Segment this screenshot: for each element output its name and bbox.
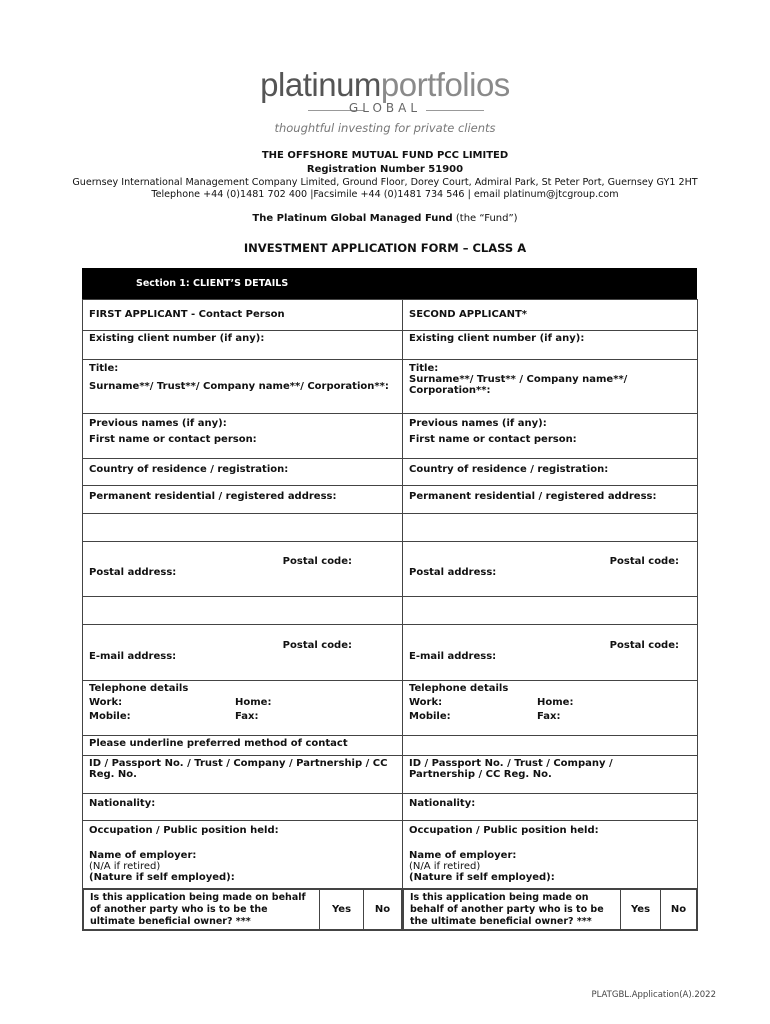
second-address-line-field[interactable] — [403, 514, 698, 542]
second-existing-client-label: Existing client number (if any): — [409, 333, 585, 344]
preferred-contact-empty-cell — [403, 736, 698, 756]
preferred-contact-label: Please underline preferred method of contact — [89, 738, 348, 749]
first-address-line-field[interactable] — [83, 514, 403, 542]
fund-suffix: (the “Fund”) — [455, 213, 518, 224]
first-applicant-heading: FIRST APPLICANT - Contact Person — [89, 309, 285, 320]
first-na-note: (N/A if retired) — [89, 861, 161, 872]
first-postal-address-label: Postal address: — [89, 567, 177, 578]
first-postal-field[interactable] — [83, 542, 403, 597]
second-names-field[interactable] — [403, 414, 698, 459]
first-title-surname-field[interactable] — [83, 360, 403, 414]
first-country-field[interactable] — [83, 459, 403, 486]
first-nature-label: (Nature if self employed): — [89, 872, 235, 883]
second-telephone-label: Telephone details — [409, 683, 509, 694]
first-postal-code-2-label: Postal code: — [282, 640, 352, 651]
second-employer-label: Name of employer: — [409, 850, 517, 861]
first-tel-row-1 — [89, 697, 396, 708]
first-tel-row-2 — [89, 711, 396, 722]
second-beneficial-owner-question-cell — [404, 890, 621, 930]
first-existing-client-field[interactable] — [83, 331, 403, 360]
second-nationality-label: Nationality: — [409, 798, 476, 809]
first-beneficial-owner-cell — [83, 889, 403, 931]
fund-name: The Platinum Global Managed Fund — [252, 213, 453, 224]
first-existing-client-label: Existing client number (if any): — [89, 333, 265, 344]
second-postal-code-label: Postal code: — [609, 556, 679, 567]
second-beneficial-owner-grid — [403, 889, 697, 930]
first-postal-line-field[interactable] — [83, 597, 403, 625]
second-surname-label: Surname**/ Trust** / Company name**/ Corporation**: — [409, 374, 628, 396]
company-name: THE OFFSHORE MUTUAL FUND PCC LIMITED — [261, 150, 509, 161]
second-previous-names-label: Previous names (if any): — [409, 418, 547, 429]
second-no-option[interactable] — [661, 890, 697, 930]
second-title-label: Title: — [409, 363, 439, 374]
first-yes-label: Yes — [331, 904, 352, 915]
first-yes-option[interactable] — [320, 890, 364, 930]
first-email-field[interactable] — [83, 625, 403, 681]
second-mobile-label: Mobile: — [409, 711, 451, 722]
second-contact-name-label: First name or contact person: — [409, 434, 577, 445]
second-occupation-label: Occupation / Public position held: — [409, 825, 599, 836]
first-fax-label: Fax: — [235, 711, 259, 722]
second-postal-field[interactable] — [403, 542, 698, 597]
first-occupation-label: Occupation / Public position held: — [89, 825, 279, 836]
first-applicant-heading-cell — [83, 300, 403, 331]
first-previous-names-label: Previous names (if any): — [89, 418, 227, 429]
second-occupation-field[interactable] — [403, 821, 698, 889]
logo-tagline: thoughtful investing for private clients — [274, 121, 496, 135]
first-beneficial-owner-question-cell — [84, 890, 320, 930]
address-line-2: Telephone +44 (0)1481 702 400 |Facsimile +44 (0)1481 734 546 | email platinum@jtcgroup.com — [151, 189, 619, 200]
first-id-field[interactable] — [83, 756, 403, 794]
second-work-label: Work: — [409, 697, 443, 708]
first-employer-label: Name of employer: — [89, 850, 197, 861]
second-applicant-heading-cell — [403, 300, 698, 331]
second-tel-row-2 — [409, 711, 691, 722]
second-fax-label: Fax: — [537, 711, 561, 722]
second-permanent-address-field[interactable] — [403, 486, 698, 514]
second-existing-client-field[interactable] — [403, 331, 698, 360]
section-title: Section 1: CLIENT’S DETAILS — [136, 278, 289, 289]
second-na-note: (N/A if retired) — [409, 861, 481, 872]
first-home-label: Home: — [235, 697, 272, 708]
logo-brand-part2: portfolios — [380, 66, 510, 103]
first-country-label: Country of residence / registration: — [89, 464, 289, 475]
logo-sub — [0, 101, 770, 119]
second-beneficial-owner-question: Is this application being made on behalf of another party who is to be the ultimate beneficial owner? *** — [410, 891, 604, 927]
first-no-option[interactable] — [364, 890, 402, 930]
registration-number: Registration Number 51900 — [306, 164, 464, 175]
second-country-label: Country of residence / registration: — [409, 464, 609, 475]
second-no-label: No — [670, 904, 687, 915]
second-applicant-heading: SECOND APPLICANT* — [409, 309, 528, 320]
fund-line — [0, 213, 770, 224]
second-email-field[interactable] — [403, 625, 698, 681]
first-names-field[interactable] — [83, 414, 403, 459]
second-email-label: E-mail address: — [409, 651, 497, 662]
first-beneficial-owner-question: Is this application being made on behalf of another party who is to be the ultimate beneficial owner? *** — [90, 891, 306, 927]
first-nationality-field[interactable] — [83, 794, 403, 821]
first-no-label: No — [374, 904, 391, 915]
first-id-label: ID / Passport No. / Trust / Company / Partnership / CC Reg. No. — [89, 758, 388, 780]
second-nationality-field[interactable] — [403, 794, 698, 821]
first-occupation-field[interactable] — [83, 821, 403, 889]
second-beneficial-owner-cell — [403, 889, 698, 931]
first-surname-label: Surname**/ Trust**/ Company name**/ Corporation**: — [89, 381, 389, 392]
first-nationality-label: Nationality: — [89, 798, 156, 809]
first-mobile-label: Mobile: — [89, 711, 131, 722]
second-tel-row-1 — [409, 697, 691, 708]
document-code: PLATGBL.Application(A).2022 — [591, 990, 716, 1000]
preferred-contact-cell — [83, 736, 403, 756]
second-permanent-address-label: Permanent residential / registered address: — [409, 491, 657, 502]
first-telephone-field[interactable] — [83, 681, 403, 736]
second-telephone-field[interactable] — [403, 681, 698, 736]
first-title-label: Title: — [89, 363, 119, 374]
second-nature-label: (Nature if self employed): — [409, 872, 555, 883]
address-line-1: Guernsey International Management Company Limited, Ground Floor, Dorey Court, Admiral Park, St Peter Port, Guernsey GY1 2HT — [72, 177, 698, 188]
second-home-label: Home: — [537, 697, 574, 708]
first-permanent-address-label: Permanent residential / registered address: — [89, 491, 337, 502]
form-title: INVESTMENT APPLICATION FORM – CLASS A — [243, 241, 527, 255]
second-postal-line-field[interactable] — [403, 597, 698, 625]
logo-sub-text: GLOBAL — [348, 101, 422, 115]
logo-rule-right — [426, 110, 484, 111]
second-id-field[interactable] — [403, 756, 698, 794]
first-work-label: Work: — [89, 697, 123, 708]
first-telephone-label: Telephone details — [89, 683, 189, 694]
second-country-field[interactable] — [403, 459, 698, 486]
second-yes-label: Yes — [630, 904, 651, 915]
first-beneficial-owner-grid — [83, 889, 402, 930]
second-postal-address-label: Postal address: — [409, 567, 497, 578]
second-yes-option[interactable] — [621, 890, 661, 930]
first-permanent-address-field[interactable] — [83, 486, 403, 514]
first-contact-name-label: First name or contact person: — [89, 434, 257, 445]
client-details-table — [82, 299, 698, 931]
second-id-label: ID / Passport No. / Trust / Company / Partnership / CC Reg. No. — [409, 758, 613, 780]
logo-brand-part1: platinum — [260, 66, 381, 103]
second-postal-code-2-label: Postal code: — [609, 640, 679, 651]
logo-wordmark — [0, 66, 770, 104]
second-title-surname-field[interactable] — [403, 360, 698, 414]
first-email-label: E-mail address: — [89, 651, 177, 662]
section-header — [82, 268, 697, 299]
first-postal-code-label: Postal code: — [282, 556, 352, 567]
